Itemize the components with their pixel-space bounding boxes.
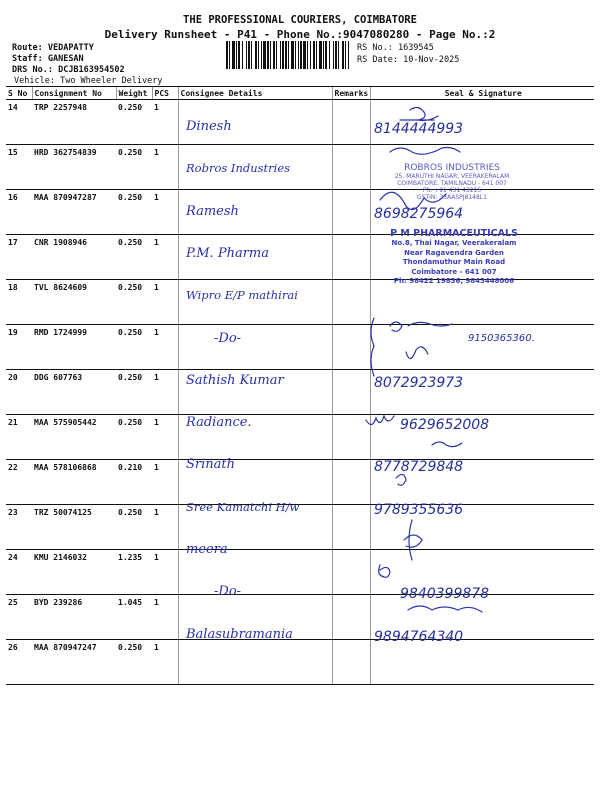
row-sno: 14 [6,100,32,145]
barcode-bar [242,41,243,69]
table-header [6,87,594,100]
row-pcs: 1 [152,640,178,685]
col-consignment: Consignment No [32,87,116,100]
signature-phone: 8778729848 [374,459,464,476]
drs-label: DRS No.: [12,65,53,75]
row-sno: 18 [6,280,32,325]
barcode-bar [329,41,330,69]
row-sno: 21 [6,415,32,460]
barcode-bar [288,41,289,69]
row-pcs: 1 [152,145,178,190]
row-seal [370,640,594,685]
pm-stamp-name: P M PHARMACEUTICALS [390,228,518,239]
row-consignment: BYD 239286 [32,595,116,640]
pm-stamp-line2: Near Ragavendra Garden [404,248,504,257]
signature-row-22 [432,442,462,447]
consignee-handwriting: -Do- [214,330,242,346]
barcode-bar [303,41,306,69]
robros-stamp-name: ROBROS INDUSTRIES [404,163,500,173]
signature-phone: 9894764340 [374,628,464,645]
barcode-bar [348,41,349,69]
signature-row-23 [396,474,406,485]
barcode-bar [291,41,294,69]
barcode-bar [342,41,344,69]
drs-info [12,65,125,76]
vehicle-label: Vehicle: [14,76,55,86]
row-consignment: MAA 870947247 [32,640,116,685]
signature-row-19 [390,322,452,331]
row-weight: 0.250 [116,505,152,550]
row-weight: 0.250 [116,325,152,370]
barcode-bar [319,41,322,69]
col-pcs: PCS [152,87,178,100]
row-weight: 0.210 [116,460,152,505]
consignee-handwriting: Wipro E/P mathirai [186,288,298,303]
row-pcs: 1 [152,280,178,325]
barcode-bar [236,41,237,69]
signature-row-15 [390,148,460,155]
rs-no-value: 1639545 [397,43,434,53]
rs-no [357,42,459,54]
barcode-bar [325,41,327,69]
row-pcs: 1 [152,370,178,415]
barcode-bar [333,41,334,69]
pm-stamp-line4: Coimbatore - 641 007 [411,267,497,276]
consignee-handwriting: P.M. Pharma [186,245,269,261]
pm-stamp-line3: Thondamuthur Main Road [402,258,506,266]
row-pcs: 1 [152,325,178,370]
row-sno: 19 [6,325,32,370]
row-consignment: TRP 2257948 [32,100,116,145]
barcode-bar [276,41,277,69]
signature-row-14 [400,107,438,120]
signature-phone: 8144444993 [374,121,464,137]
barcode-bar [300,41,302,69]
barcode-bar [280,41,281,69]
barcode-bar [338,41,339,69]
consignee-handwriting: Srinath [186,457,235,473]
row-pcs: 1 [152,100,178,145]
barcode [226,41,350,69]
rs-info [357,42,459,66]
row-sno: 16 [6,190,32,235]
consignee-handwriting: Dinesh [186,119,232,134]
row-pcs: 1 [152,550,178,595]
row-weight: 0.250 [116,640,152,685]
staff-label: Staff: [12,54,43,64]
col-seal: Seal & Signature [370,87,594,100]
consignee-handwriting: Sathish Kumar [186,372,284,388]
row-weight: 0.250 [116,100,152,145]
rs-date-value: 10-Nov-2025 [403,55,460,65]
vehicle-info [14,76,162,86]
consignee-handwriting: meera [186,542,228,557]
row-consignment: TVL 8624609 [32,280,116,325]
signature-scribbles [360,100,590,640]
row-sno: 20 [6,370,32,415]
row-pcs: 1 [152,190,178,235]
barcode-bar [282,41,284,69]
row-sno: 24 [6,550,32,595]
row-sno: 25 [6,595,32,640]
route-label: Route: [12,43,43,53]
consignee-handwriting: Radiance. [186,415,252,431]
row-consignment: HRD 362754839 [32,145,116,190]
table-row [6,640,594,685]
barcode-bar [267,41,269,69]
rs-date [357,54,459,66]
signature-row-24 [379,520,422,577]
barcode-bar [335,41,337,69]
barcode-bar [229,41,230,69]
robros-stamp-line4: GSTIN: 33AASPJ8148L1 [417,194,487,201]
row-consignment: RMD 1724999 [32,325,116,370]
consignee-handwriting: -Do- [214,584,242,600]
row-consignment: MAA 870947287 [32,190,116,235]
barcode-bar [255,41,257,69]
barcode-bar [316,41,317,69]
rs-date-label: RS Date: [357,55,398,65]
row-weight: 0.250 [116,235,152,280]
drs-value: DCJB163954502 [58,65,125,75]
col-sno: S No [6,87,32,100]
barcode-bar [232,41,235,69]
col-remarks: Remarks [332,87,370,100]
row-sno: 23 [6,505,32,550]
row-sno: 15 [6,145,32,190]
row-consignment: MAA 575905442 [32,415,116,460]
row-consignment: MAA 578106868 [32,460,116,505]
signature-phone: 9789355636 [374,501,464,518]
pm-stamp-line1: No.8, Thai Nagar, Veerakeralam [391,239,517,247]
barcode-bar [246,41,247,69]
row-remarks [332,640,370,685]
barcode-bar [323,41,324,69]
staff-info [12,54,84,65]
consignee-handwriting: Sree Kamatchi H/w [186,499,300,514]
route-info [12,43,94,54]
row-weight: 0.250 [116,370,152,415]
consignee-handwriting: Robros Industries [186,161,291,176]
robros-stamp-line3: Ph: +91 431 43215 [422,187,482,194]
row-weight: 0.250 [116,190,152,235]
col-weight: Weight [116,87,152,100]
row-pcs: 1 [152,595,178,640]
barcode-bar [270,41,271,69]
signature-row-26 [408,606,482,612]
barcode-bar [345,41,346,69]
col-details: Consignee Details [178,87,332,100]
row-pcs: 1 [152,415,178,460]
signature-phone: 8072923973 [374,374,464,391]
consignee-handwriting: Balasubramania [186,626,293,642]
row-pcs: 1 [152,505,178,550]
barcode-bar [298,41,299,69]
consignee-handwriting: Ramesh [186,203,239,219]
bracket-row-19 [371,318,374,376]
barcode-bar [307,41,308,69]
row-consignment: TRZ 50074125 [32,505,116,550]
barcode-bar [313,41,315,69]
row-sno: 22 [6,460,32,505]
staff-value: GANESAN [47,54,84,64]
signature-phone: 9840399878 [400,586,490,603]
rs-no-label: RS No.: [357,43,393,53]
robros-stamp-line2: COIMBATORE, TAMILNADU - 641 007 [397,180,507,187]
signature-phone: 9629652008 [400,417,490,434]
barcode-bar [251,41,252,69]
barcode-bar [261,41,262,69]
row-sno: 26 [6,640,32,685]
barcode-bar [238,41,240,69]
row-details [178,325,332,370]
barcode-bar [285,41,287,69]
row-weight: 0.250 [116,145,152,190]
signature-row-20 [406,347,428,359]
row-pcs: 1 [152,235,178,280]
robros-stamp-line1: 25, MARUTHI NAGAR, VEERAKERALAM [394,173,510,180]
company-title: THE PROFESSIONAL COURIERS, COIMBATORE [183,14,417,26]
runsheet-subtitle: Delivery Runsheet - P41 - Phone No.:9047080280 - Page No.:2 [104,28,496,41]
vehicle-value: Two Wheeler Delivery [60,76,163,86]
signature-phone: 9150365360. [468,332,535,344]
signature-phone: 8698275964 [374,205,464,222]
signature-row-16 [380,192,446,209]
barcode-bar [258,41,259,69]
pm-stamp-line5: Ph: 98422 19836, 9843448006 [393,277,515,285]
row-weight: 1.235 [116,550,152,595]
barcode-bar [310,41,311,69]
barcode-bar [248,41,250,69]
barcode-bar [226,41,228,69]
barcode-bar [273,41,275,69]
row-consignment: KMU 2146032 [32,550,116,595]
row-consignment: DDG 607763 [32,370,116,415]
row-weight: 0.250 [116,280,152,325]
row-sno: 17 [6,235,32,280]
route-value: VEDAPATTY [47,43,94,53]
row-consignment: CNR 1908946 [32,235,116,280]
signature-row-21 [366,416,394,425]
barcode-bar [295,41,296,69]
row-pcs: 1 [152,460,178,505]
signature-row-25 [380,567,390,577]
row-weight: 0.250 [116,415,152,460]
row-weight: 1.045 [116,595,152,640]
row-details [178,640,332,685]
barcode-bar [263,41,266,69]
